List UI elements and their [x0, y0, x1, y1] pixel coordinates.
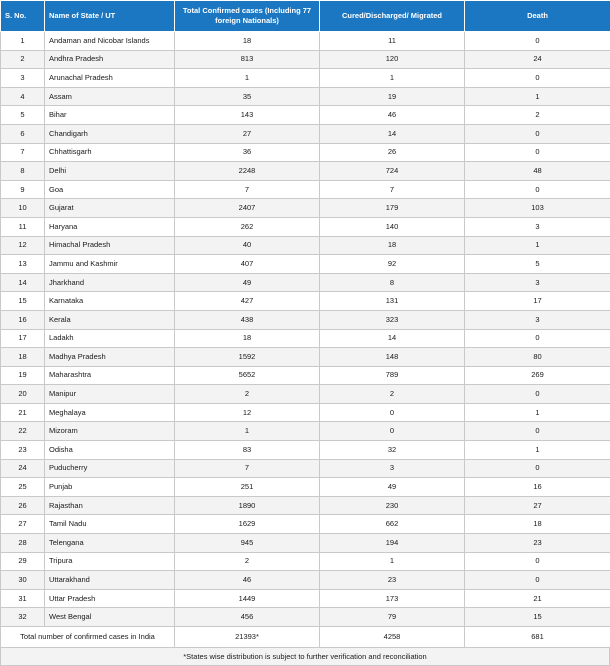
cell-cured: 0	[320, 403, 465, 422]
cell-sno: 27	[1, 515, 45, 534]
cell-confirmed: 262	[175, 217, 320, 236]
cell-state: Maharashtra	[45, 366, 175, 385]
cell-death: 24	[465, 50, 610, 69]
cell-confirmed: 83	[175, 441, 320, 460]
header-cured: Cured/Discharged/ Migrated	[320, 1, 465, 32]
cell-cured: 2	[320, 385, 465, 404]
cell-sno: 25	[1, 478, 45, 497]
cell-confirmed: 1	[175, 422, 320, 441]
cell-state: Delhi	[45, 162, 175, 181]
table-row	[1, 106, 610, 125]
cell-cured: 789	[320, 366, 465, 385]
cell-death: 0	[465, 69, 610, 88]
cell-confirmed: 1890	[175, 496, 320, 515]
cell-death: 269	[465, 366, 610, 385]
table-row	[1, 236, 610, 255]
cell-cured: 46	[320, 106, 465, 125]
cell-state: Himachal Pradesh	[45, 236, 175, 255]
cell-state: Karnataka	[45, 292, 175, 311]
cell-death: 1	[465, 87, 610, 106]
cell-sno: 21	[1, 403, 45, 422]
cell-cured: 14	[320, 124, 465, 143]
table-row	[1, 608, 610, 627]
total-row	[1, 627, 610, 648]
cell-sno: 22	[1, 422, 45, 441]
cell-confirmed: 5652	[175, 366, 320, 385]
table-row	[1, 441, 610, 460]
cell-sno: 19	[1, 366, 45, 385]
cell-cured: 7	[320, 180, 465, 199]
table-row	[1, 273, 610, 292]
total-confirmed: 21393*	[175, 627, 320, 648]
cell-death: 16	[465, 478, 610, 497]
cell-state: Manipur	[45, 385, 175, 404]
cell-cured: 92	[320, 255, 465, 274]
cell-death: 27	[465, 496, 610, 515]
cell-cured: 0	[320, 422, 465, 441]
cell-death: 0	[465, 329, 610, 348]
total-death: 681	[465, 627, 610, 648]
cell-death: 0	[465, 459, 610, 478]
cell-confirmed: 49	[175, 273, 320, 292]
cell-confirmed: 456	[175, 608, 320, 627]
cell-death: 15	[465, 608, 610, 627]
cell-state: Ladakh	[45, 329, 175, 348]
cell-confirmed: 40	[175, 236, 320, 255]
cell-state: Chhattisgarh	[45, 143, 175, 162]
cell-confirmed: 12	[175, 403, 320, 422]
table-row	[1, 292, 610, 311]
cell-death: 103	[465, 199, 610, 218]
cell-cured: 49	[320, 478, 465, 497]
table-row	[1, 515, 610, 534]
table-row	[1, 422, 610, 441]
cell-death: 2	[465, 106, 610, 125]
table-row	[1, 69, 610, 88]
cell-cured: 179	[320, 199, 465, 218]
cell-sno: 29	[1, 552, 45, 571]
table-row	[1, 124, 610, 143]
cell-cured: 11	[320, 32, 465, 51]
cell-death: 0	[465, 124, 610, 143]
cell-death: 18	[465, 515, 610, 534]
cell-confirmed: 251	[175, 478, 320, 497]
cell-confirmed: 427	[175, 292, 320, 311]
cell-state: Andaman and Nicobar Islands	[45, 32, 175, 51]
cell-state: Chandigarh	[45, 124, 175, 143]
header-row	[1, 1, 610, 32]
cell-confirmed: 2248	[175, 162, 320, 181]
cell-sno: 9	[1, 180, 45, 199]
cell-cured: 140	[320, 217, 465, 236]
cell-death: 0	[465, 32, 610, 51]
cell-confirmed: 2	[175, 552, 320, 571]
cell-state: Madhya Pradesh	[45, 348, 175, 367]
cell-confirmed: 36	[175, 143, 320, 162]
cell-state: Haryana	[45, 217, 175, 236]
cell-state: Assam	[45, 87, 175, 106]
cell-cured: 3	[320, 459, 465, 478]
cell-death: 0	[465, 552, 610, 571]
cell-cured: 662	[320, 515, 465, 534]
cell-confirmed: 438	[175, 310, 320, 329]
table-row	[1, 459, 610, 478]
cell-cured: 23	[320, 571, 465, 590]
cell-confirmed: 1629	[175, 515, 320, 534]
cell-confirmed: 945	[175, 534, 320, 553]
total-cured: 4258	[320, 627, 465, 648]
table-row	[1, 403, 610, 422]
table-row	[1, 87, 610, 106]
total-label: Total number of confirmed cases in India	[1, 627, 175, 648]
cell-cured: 79	[320, 608, 465, 627]
cell-sno: 4	[1, 87, 45, 106]
cell-state: Tripura	[45, 552, 175, 571]
cell-death: 0	[465, 180, 610, 199]
table-row	[1, 478, 610, 497]
cell-sno: 6	[1, 124, 45, 143]
cell-death: 48	[465, 162, 610, 181]
cell-death: 3	[465, 273, 610, 292]
cell-sno: 16	[1, 310, 45, 329]
cell-cured: 14	[320, 329, 465, 348]
cell-confirmed: 18	[175, 32, 320, 51]
cell-death: 21	[465, 589, 610, 608]
cell-confirmed: 1449	[175, 589, 320, 608]
cell-state: Rajasthan	[45, 496, 175, 515]
cell-state: Uttar Pradesh	[45, 589, 175, 608]
cell-state: Gujarat	[45, 199, 175, 218]
cell-confirmed: 46	[175, 571, 320, 590]
cell-sno: 12	[1, 236, 45, 255]
header-confirmed: Total Confirmed cases (Including 77 foreign Nationals)	[175, 1, 320, 32]
cell-death: 0	[465, 143, 610, 162]
cell-sno: 18	[1, 348, 45, 367]
cell-death: 3	[465, 217, 610, 236]
cell-confirmed: 813	[175, 50, 320, 69]
table-row	[1, 496, 610, 515]
cell-sno: 10	[1, 199, 45, 218]
cell-death: 17	[465, 292, 610, 311]
cell-cured: 120	[320, 50, 465, 69]
cell-death: 23	[465, 534, 610, 553]
cell-confirmed: 35	[175, 87, 320, 106]
table-row	[1, 255, 610, 274]
cell-sno: 23	[1, 441, 45, 460]
cell-confirmed: 1592	[175, 348, 320, 367]
cell-confirmed: 1	[175, 69, 320, 88]
cell-sno: 14	[1, 273, 45, 292]
cell-sno: 31	[1, 589, 45, 608]
cell-death: 0	[465, 385, 610, 404]
cell-cured: 131	[320, 292, 465, 311]
table-row	[1, 571, 610, 590]
cell-state: Telengana	[45, 534, 175, 553]
table-row	[1, 162, 610, 181]
cell-sno: 5	[1, 106, 45, 125]
header-sno: S. No.	[1, 1, 45, 32]
table-row	[1, 329, 610, 348]
cell-cured: 19	[320, 87, 465, 106]
footnote: *States wise distribution is subject to further verification and reconciliation	[0, 648, 610, 666]
cell-cured: 26	[320, 143, 465, 162]
table-row	[1, 217, 610, 236]
table-row	[1, 32, 610, 51]
cell-death: 0	[465, 571, 610, 590]
cell-state: Mizoram	[45, 422, 175, 441]
cell-sno: 26	[1, 496, 45, 515]
cell-confirmed: 27	[175, 124, 320, 143]
cell-confirmed: 7	[175, 180, 320, 199]
table-header	[1, 1, 610, 32]
cell-cured: 173	[320, 589, 465, 608]
table-row	[1, 50, 610, 69]
cell-death: 1	[465, 236, 610, 255]
cell-state: Tamil Nadu	[45, 515, 175, 534]
table-row	[1, 199, 610, 218]
table-row	[1, 552, 610, 571]
cell-sno: 7	[1, 143, 45, 162]
cell-confirmed: 2407	[175, 199, 320, 218]
table-row	[1, 589, 610, 608]
header-state: Name of State / UT	[45, 1, 175, 32]
cell-state: Uttarakhand	[45, 571, 175, 590]
cell-sno: 32	[1, 608, 45, 627]
cell-sno: 28	[1, 534, 45, 553]
cell-confirmed: 2	[175, 385, 320, 404]
table-row	[1, 366, 610, 385]
cell-confirmed: 407	[175, 255, 320, 274]
cell-sno: 20	[1, 385, 45, 404]
cell-state: Meghalaya	[45, 403, 175, 422]
cell-confirmed: 7	[175, 459, 320, 478]
cell-death: 3	[465, 310, 610, 329]
table-row	[1, 385, 610, 404]
cell-state: Puducherry	[45, 459, 175, 478]
cell-death: 5	[465, 255, 610, 274]
table-body	[1, 32, 610, 648]
cell-death: 0	[465, 422, 610, 441]
cell-confirmed: 18	[175, 329, 320, 348]
cell-cured: 724	[320, 162, 465, 181]
cell-state: West Bengal	[45, 608, 175, 627]
cell-sno: 2	[1, 50, 45, 69]
cell-state: Bihar	[45, 106, 175, 125]
cell-state: Goa	[45, 180, 175, 199]
cell-state: Jharkhand	[45, 273, 175, 292]
cell-sno: 3	[1, 69, 45, 88]
cell-sno: 15	[1, 292, 45, 311]
cell-sno: 11	[1, 217, 45, 236]
cell-state: Jammu and Kashmir	[45, 255, 175, 274]
table-row	[1, 534, 610, 553]
cell-sno: 17	[1, 329, 45, 348]
cell-cured: 8	[320, 273, 465, 292]
cell-death: 80	[465, 348, 610, 367]
cell-cured: 194	[320, 534, 465, 553]
cell-sno: 13	[1, 255, 45, 274]
cell-state: Arunachal Pradesh	[45, 69, 175, 88]
cell-sno: 1	[1, 32, 45, 51]
table-row	[1, 143, 610, 162]
cell-death: 1	[465, 441, 610, 460]
cell-death: 1	[465, 403, 610, 422]
cell-state: Kerala	[45, 310, 175, 329]
cell-cured: 323	[320, 310, 465, 329]
header-death: Death	[465, 1, 610, 32]
cell-sno: 30	[1, 571, 45, 590]
cell-cured: 1	[320, 69, 465, 88]
table-row	[1, 348, 610, 367]
cell-cured: 148	[320, 348, 465, 367]
cell-cured: 230	[320, 496, 465, 515]
cell-state: Odisha	[45, 441, 175, 460]
cell-cured: 18	[320, 236, 465, 255]
cell-state: Punjab	[45, 478, 175, 497]
cell-sno: 24	[1, 459, 45, 478]
cell-state: Andhra Pradesh	[45, 50, 175, 69]
table-row	[1, 180, 610, 199]
cell-confirmed: 143	[175, 106, 320, 125]
table-row	[1, 310, 610, 329]
cell-cured: 32	[320, 441, 465, 460]
cell-cured: 1	[320, 552, 465, 571]
cell-sno: 8	[1, 162, 45, 181]
